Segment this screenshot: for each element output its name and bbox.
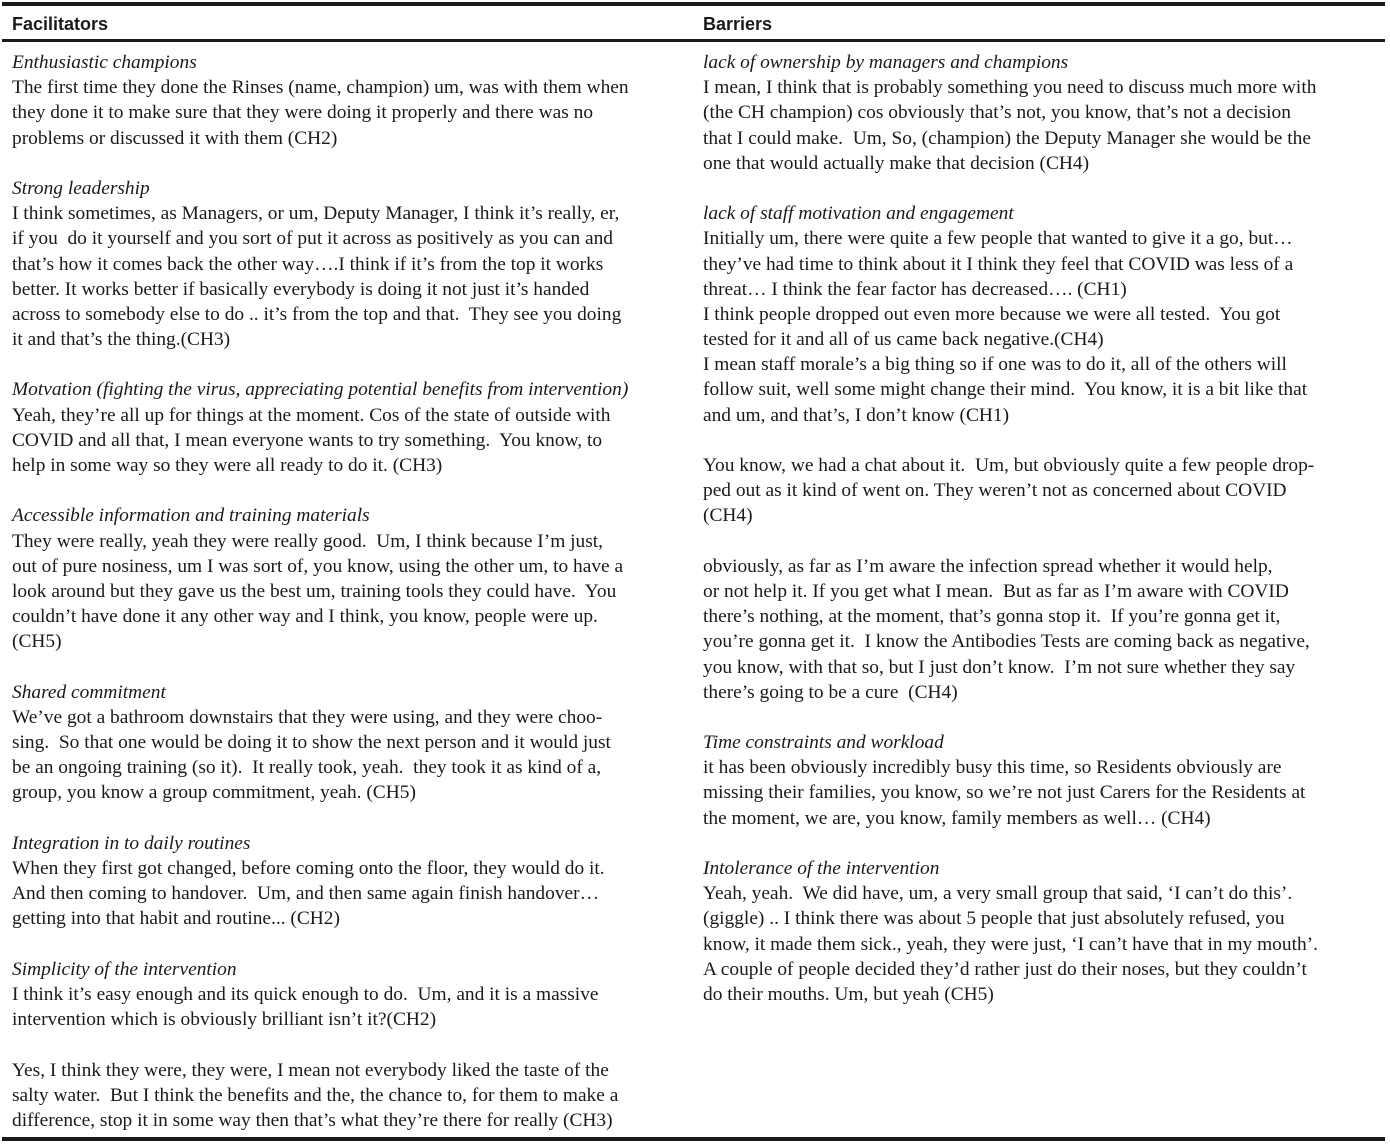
theme-heading: Enthusiastic champions <box>12 52 197 73</box>
spacer <box>703 705 1379 730</box>
quote-line: (CH5) <box>12 631 62 653</box>
quote-line: And then coming to handover. Um, and then same again finish handover… <box>12 883 599 905</box>
theme-heading: Accessible information and training materials <box>12 505 370 527</box>
quote-line: and um, and that’s, I don’t know (CH1) <box>703 404 1010 426</box>
column-header-facilitators: Facilitators <box>12 14 109 34</box>
spacer <box>703 176 1379 201</box>
table-top-rule <box>2 2 1385 6</box>
spacer <box>12 806 684 831</box>
quote-line: I think sometimes, as Managers, or um, Deputy Manager, I think it’s really, er, <box>12 203 620 225</box>
quote-line: You know, we had a chat about it. Um, but obviously quite a few people drop- <box>703 455 1315 476</box>
theme-heading: Time constraints and workload <box>703 732 944 754</box>
quote-line: if you do it yourself and you sort of put it across as positively as you can and <box>12 228 614 250</box>
quote-line: be an ongoing training (so it). It really took, yeah. they took it as kind of a, <box>12 757 602 779</box>
quote-line: the moment, we are, you know, family members as well… (CH4) <box>703 807 1211 829</box>
theme-heading: lack of ownership by managers and champions <box>703 52 1069 73</box>
quote-line: you’re gonna get it. I know the Antibodies Tests are coming back as negative, <box>703 631 1310 653</box>
quote-line: obviously, as far as I’m aware the infection spread whether it would help, <box>703 555 1273 577</box>
theme-heading: Integration in to daily routines <box>12 832 251 854</box>
spacer <box>12 352 684 377</box>
quote-line: help in some way so they were all ready to do it. (CH3) <box>12 455 443 476</box>
quote-line: Yeah, yeah. We did have, um, a very small group that said, ‘I can’t do this’. <box>703 883 1293 905</box>
spacer <box>12 1032 684 1057</box>
spacer <box>12 932 684 957</box>
table-bottom-rule <box>2 1137 1385 1141</box>
quote-line: COVID and all that, I mean everyone wants to try something. You know, to <box>12 429 603 451</box>
quote-line: The first time they done the Rinses (name, champion) um, was with them when <box>12 77 629 99</box>
quote-line: Initially um, there were quite a few people that wanted to give it a go, but… <box>703 228 1293 250</box>
quote-line: intervention which is obviously brilliant isn’t it?(CH2) <box>12 1009 437 1031</box>
quote-line: threat… I think the fear factor has decreased…. (CH1) <box>703 278 1127 300</box>
quote-line: there’s going to be a cure (CH4) <box>703 681 958 703</box>
quote-line: look around but they gave us the best um, training tools they could have. You <box>12 580 617 602</box>
quote-line: they done it to make sure that they were doing it properly and there was no <box>12 102 594 124</box>
quote-line: Yes, I think they were, they were, I mean not everybody liked the taste of the <box>12 1059 609 1081</box>
spacer <box>12 478 684 503</box>
quote-line: that’s how it comes back the other way….I think if it’s from the top it works <box>12 253 604 275</box>
quote-line: one that would actually make that decision (CH4) <box>703 152 1090 174</box>
quote-line: I mean staff morale’s a big thing so if one was to do it, all of the others will <box>703 354 1287 376</box>
quote-line: We’ve got a bathroom downstairs that they were using, and they were choo- <box>12 706 603 728</box>
quote-line: you know, with that so, but I just don’t know. I’m not sure whether they say <box>703 656 1296 678</box>
quote-line: sing. So that one would be doing it to show the next person and it would just <box>12 732 611 754</box>
theme-heading: Intolerance of the intervention <box>703 858 940 879</box>
theme-heading: Strong leadership <box>12 177 150 199</box>
quote-line: missing their families, you know, so we’re not just Carers for the Residents at <box>703 782 1306 804</box>
quote-line: Yeah, they’re all up for things at the moment. Cos of the state of outside with <box>12 404 611 426</box>
facilitators-column <box>12 50 684 1133</box>
quote-line: do their mouths. Um, but yeah (CH5) <box>703 983 994 1005</box>
quote-line: (the CH champion) cos obviously that’s not, you know, that’s not a decision <box>703 102 1291 124</box>
quote-line: follow suit, well some might change their mind. You know, it is a bit like that <box>703 379 1308 401</box>
quote-line: salty water. But I think the benefits and the, the chance to, for them to make a <box>12 1084 619 1106</box>
quote-line: there’s nothing, at the moment, that’s gonna stop it. If you’re gonna get it, <box>703 606 1281 628</box>
quote-line: A couple of people decided they’d rather just do their noses, but they couldn’t <box>703 958 1307 980</box>
spacer <box>703 428 1379 453</box>
quote-line: out of pure nosiness, um I was sort of, you know, using the other um, to have a <box>12 555 624 577</box>
quote-line: across to somebody else to do .. it’s from the top and that. They see you doing <box>12 303 622 325</box>
theme-heading: Shared commitment <box>12 681 166 703</box>
quote-line: They were really, yeah they were really good. Um, I think because I’m just, <box>12 530 604 552</box>
column-header-barriers: Barriers <box>703 14 773 34</box>
quote-line: (giggle) .. I think there was about 5 people that just absolutely refused, you <box>703 908 1285 930</box>
quote-line: (CH4) <box>703 505 753 527</box>
spacer <box>12 655 684 680</box>
quote-line: difference, stop it in some way then that’s what they’re there for really (CH3) <box>12 1109 613 1131</box>
quote-line: getting into that habit and routine... (CH2) <box>12 908 340 930</box>
quote-line: that I could make. Um, So, (champion) the Deputy Manager she would be the <box>703 127 1311 149</box>
quote-line: I mean, I think that is probably something you need to discuss much more with <box>703 77 1317 99</box>
quote-line: they’ve had time to think about it I think they feel that COVID was less of a <box>703 253 1294 275</box>
quote-line: or not help it. If you get what I mean. But as far as I’m aware with COVID <box>703 580 1289 602</box>
quote-line: I think it’s easy enough and its quick enough to do. Um, and it is a massive <box>12 983 599 1005</box>
quote-line: I think people dropped out even more because we were all tested. You got <box>703 303 1281 325</box>
header-rule <box>2 39 1385 42</box>
barriers-column <box>703 50 1379 1007</box>
quote-line: better. It works better if basically everybody is doing it not just it’s handed <box>12 278 590 300</box>
theme-heading: Simplicity of the intervention <box>12 958 237 980</box>
spacer <box>12 151 684 176</box>
quote-line: When they first got changed, before coming onto the floor, they would do it. <box>12 858 605 879</box>
quote-line: group, you know a group commitment, yeah. (CH5) <box>12 782 416 804</box>
quote-line: ped out as it kind of went on. They weren’t not as concerned about COVID <box>703 480 1287 502</box>
theme-heading: Motvation (fighting the virus, appreciating potential benefits from intervention) <box>12 379 629 401</box>
spacer <box>703 831 1379 856</box>
quote-line: it has been obviously incredibly busy this time, so Residents obviously are <box>703 757 1282 779</box>
quote-line: couldn’t have done it any other way and I think, you know, people were up. <box>12 606 598 628</box>
theme-heading: lack of staff motivation and engagement <box>703 203 1014 225</box>
quote-line: tested for it and all of us came back negative.(CH4) <box>703 329 1104 351</box>
quote-line: it and that’s the thing.(CH3) <box>12 329 231 351</box>
quote-line: know, it made them sick., yeah, they were just, ‘I can’t have that in my mouth’. <box>703 933 1318 955</box>
spacer <box>703 529 1379 554</box>
quote-line: problems or discussed it with them (CH2) <box>12 127 338 149</box>
